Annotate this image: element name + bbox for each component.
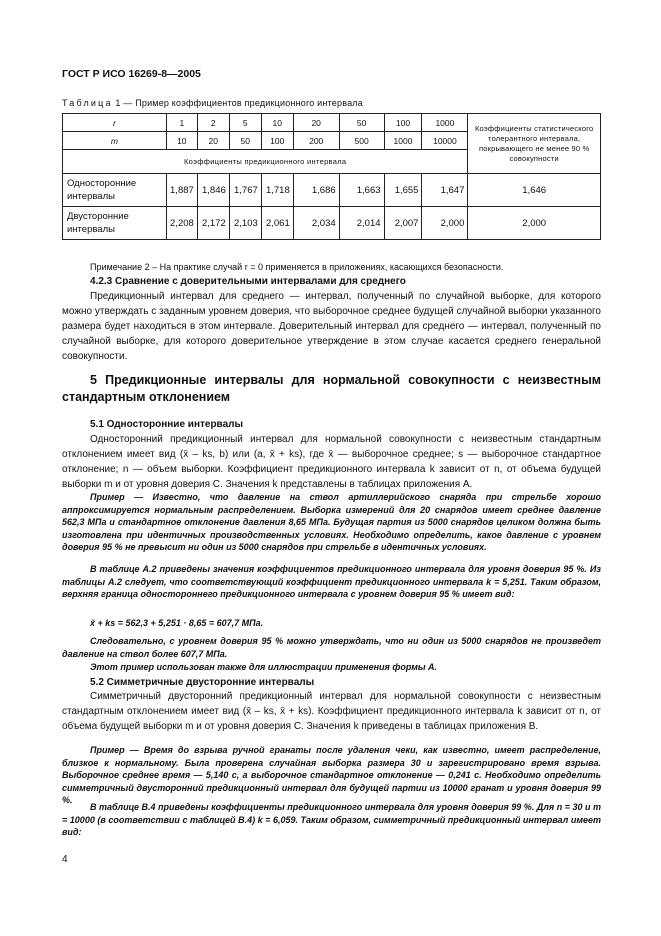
example-2: Пример — Время до взрыва ручной гранаты после удаления чеки, как известно, имеет распределение, близкое к нормальному. Была проверена случайная выборка размера 30 и зарегистрировано время взрыва. Выборочное среднее время — 5,140 с, а выборочное стандартное отклонение — 0,241 с. Необходимо определить симметричный двусторонний предикционный интервал для будущей партии из 10000 гранат и уровня доверия 99 %. (62, 745, 601, 806)
table-cell: 100 (261, 132, 293, 150)
example-2-table-ref: В таблице В.4 приведены коэффициенты предикционного интервала для уровня доверия 99 %. Для n = 30 и m = 10000 (в соответствии с таблицей В.4) k = 6,059. Таким образом, симметричный предикционный интервал имеет вид: (62, 802, 601, 838)
table-cell: 2,000 (422, 207, 468, 240)
example-1-conclusion: Следовательно, с уровнем доверия 95 % можно утверждать, что ни один из 5000 снарядов не произведет давление на ствол более 607,7 МПа. (62, 636, 601, 659)
formula: x̄ + ks = 562,3 + 5,251 · 8,65 = 607,7 МПа. (90, 618, 264, 628)
table-cell: Двусторонние интервалы (63, 207, 167, 240)
tolerance-header: Коэффициенты статистического толерантного интервала, покрывающего не менее 90 % совокупности (468, 114, 601, 174)
table-caption: Таблица 1 — Пример коэффициентов предикционного интервала (62, 98, 363, 108)
table-cell: 20 (293, 114, 339, 132)
table-cell: 1000 (422, 114, 468, 132)
section-5-1-title: 5.1 Односторонние интервалы (90, 419, 244, 430)
r-label: r (63, 114, 167, 132)
table-cell: 200 (293, 132, 339, 150)
section-4-2-3-title: 4.2.3 Сравнение с доверительными интервалами для среднего (90, 276, 406, 287)
table-cell: 2,061 (261, 207, 293, 240)
table-cell: 50 (339, 114, 384, 132)
section-4-2-3-text: Предикционный интервал для среднего — интервал, полученный по случайной выборке, для которого можно утверждать с заданным уровнем доверия, что выборочное среднее будущей случайной выборки указанного размера будет находиться в этом интервале. Доверительный интервал для среднего — интервал, полученный по случайной выборке, для которого доверительное утверждение в этом случае касается среднего генеральной совокупности. (62, 291, 601, 362)
document-header: ГОСТ Р ИСО 16269-8—2005 (62, 68, 201, 80)
table-cell: 1,887 (166, 174, 197, 207)
table-cell: 5 (229, 114, 261, 132)
table-cell: 2 (197, 114, 229, 132)
table-cell: 10 (166, 132, 197, 150)
coefficients-table (62, 113, 601, 240)
table-cell: 2,103 (229, 207, 261, 240)
example-1-table-ref: В таблице А.2 приведены значения коэффициентов предикционного интервала для уровня доверия 95 %. Из таблицы А.2 следует, что соответствующий коэффициент предикционного интервала k = 5,251. Таким образом, верхняя граница одностороннего предикционного интервала с уровнем доверия 95 % имеет вид: (62, 564, 601, 600)
table-cell: 1,686 (293, 174, 339, 207)
table-cell: 1,846 (197, 174, 229, 207)
table-cell: 1,647 (422, 174, 468, 207)
table-cell: 1,663 (339, 174, 384, 207)
note: Примечание 2 – На практике случай r = 0 применяется в приложениях, касающихся безопасности. (90, 262, 504, 272)
section-5-1-text: Односторонний предикционный интервал для нормальной совокупности с неизвестным стандартным отклонением имеет вид (x̄ – ks, b) или (a, x̄ + ks), где x̄ — выборочное среднее; s — выборочное стандартное отклонение; n — объем выборки. Коэффициент предикционного интервала k зависит от n, от объема будущей выборки m и от уровня доверия C. Значения k представлены в таблицах приложения А. (62, 434, 601, 490)
table-cell: 100 (384, 114, 422, 132)
table-cell: Односторонние интервалы (63, 174, 167, 207)
table-cell: 1,718 (261, 174, 293, 207)
section-5-2-title: 5.2 Симметричные двусторонние интервалы (90, 677, 315, 688)
example-1-note: Этот пример использован также для иллюстрации применения формы А. (90, 662, 438, 672)
table-cell: 2,000 (468, 207, 601, 240)
table-cell: 2,208 (166, 207, 197, 240)
table-cell: 20 (197, 132, 229, 150)
table-cell: 1,646 (468, 174, 601, 207)
table-cell: 1,767 (229, 174, 261, 207)
table-row (63, 207, 601, 240)
table-cell: 10000 (422, 132, 468, 150)
table-cell: 500 (339, 132, 384, 150)
table-cell: 10 (261, 114, 293, 132)
table-row-r (63, 114, 601, 132)
table-cell: 1,655 (384, 174, 422, 207)
table-cell: 1000 (384, 132, 422, 150)
span-header: Коэффициенты предикционного интервала (63, 150, 468, 174)
example-1: Пример — Известно, что давление на ствол артиллерийского снаряда при стрельбе хорошо аппроксимируется нормальным распределением. Выборка измерений для 20 снарядов имеет среднее давление 562,3 МПа и стандартное отклонение давления 8,65 МПа. Будущая партия из 5000 снарядов целиком должна быть изготовлена при идентичных производственных условиях. Необходимо определить, какое давление с уровнем доверия 95 % не превысит ни один из 5000 снарядов при стрельбе в идентичных условиях. (62, 492, 601, 553)
section-5-2-text: Симметричный двусторонний предикционный интервал для нормальной совокупности с неизвестным стандартным отклонением имеет вид (x̄ – ks, x̄ + ks). Коэффициент предикционного интервала k зависит от n, от объема будущей выборки m и от уровня доверия C. Значения k приведены в таблицах приложения В. (62, 691, 601, 732)
table-cell: 2,007 (384, 207, 422, 240)
table-cell: 2,172 (197, 207, 229, 240)
table-cell: 2,014 (339, 207, 384, 240)
section-5-title: 5 Предикционные интервалы для нормальной совокупности с неизвестным стандартным отклонением (62, 373, 601, 404)
m-label: m (63, 132, 167, 150)
table-cell: 1 (166, 114, 197, 132)
page-number: 4 (62, 854, 68, 865)
table-cell: 2,034 (293, 207, 339, 240)
table-row (63, 174, 601, 207)
table-cell: 50 (229, 132, 261, 150)
